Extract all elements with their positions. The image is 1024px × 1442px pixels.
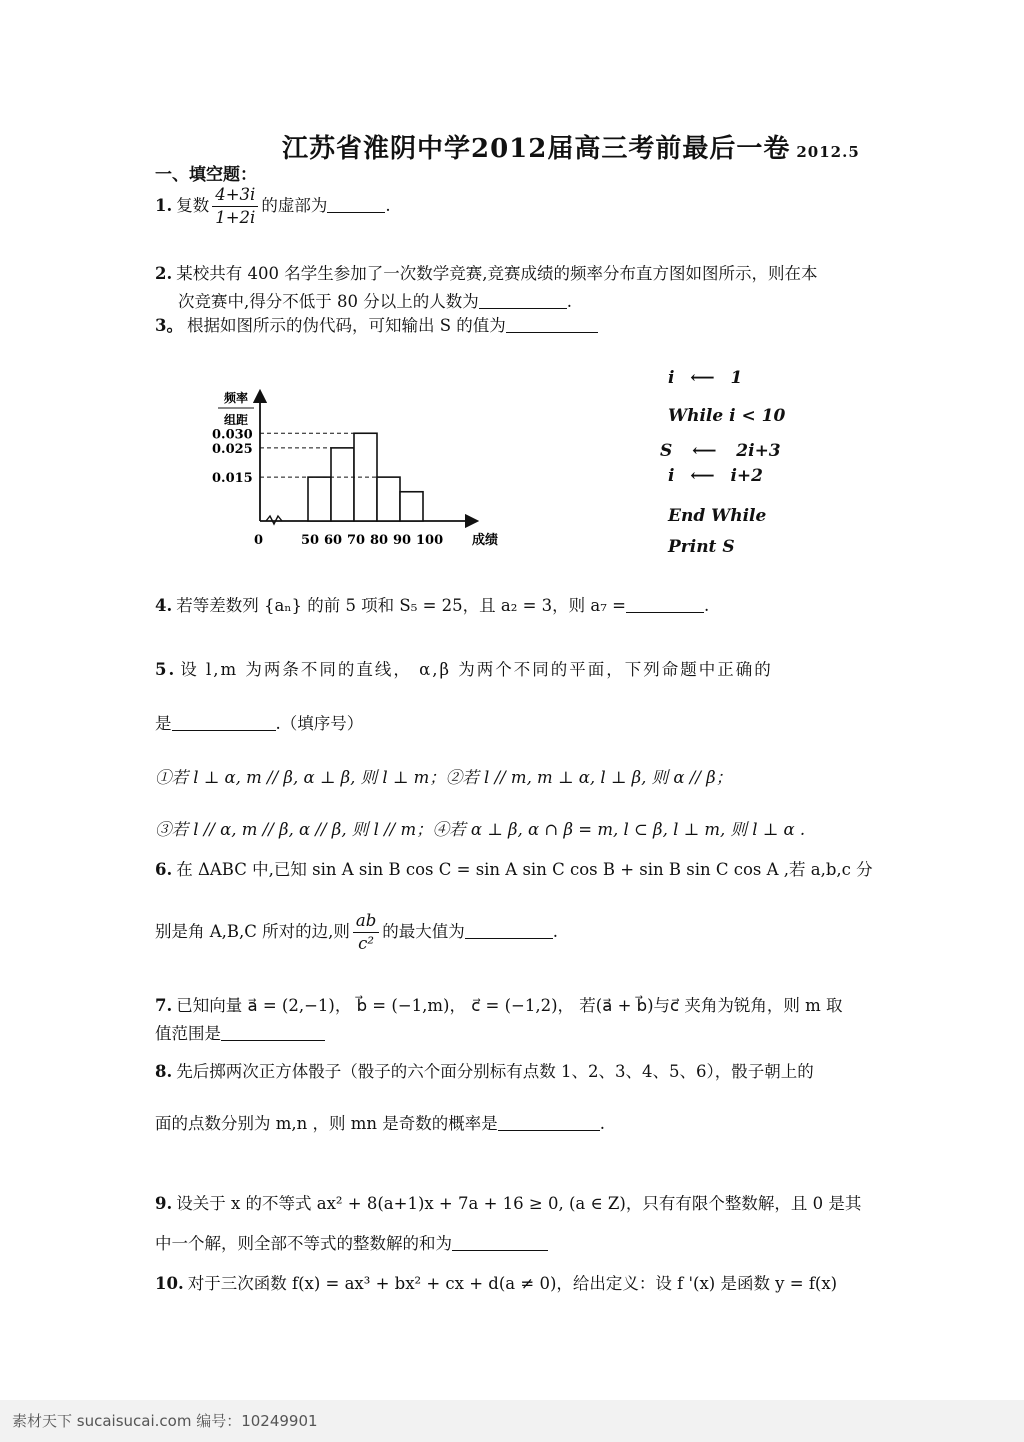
- question-8-line2: [155, 1112, 605, 1136]
- code-val: i+2: [730, 466, 763, 486]
- question-number: 4.: [155, 596, 173, 615]
- question-9: [155, 1192, 861, 1216]
- question-number: 6.: [155, 860, 173, 879]
- q6-fraction: [353, 910, 379, 955]
- q6-denominator: c²: [358, 934, 375, 953]
- q5-line2-end: .（填序号）: [275, 714, 364, 733]
- question-2: [155, 262, 817, 286]
- code-line-1: [668, 368, 742, 388]
- section-heading: 一、填空题：: [155, 165, 257, 185]
- question-1: [155, 184, 391, 229]
- q5-line2: 是: [155, 714, 172, 733]
- question-number: 8.: [155, 1062, 173, 1081]
- q1-post: 的虚部为: [261, 196, 328, 215]
- q6-end: .: [552, 922, 559, 941]
- q10-line1: 对于三次函数 f(x) = ax³ + bx² + cx + d(a ≠ 0)，给出定义：设 f '(x) 是函数 y = f(x): [187, 1274, 838, 1293]
- q9-line2: 中一个解，则全部不等式的整数解的和为: [155, 1234, 452, 1253]
- ylabel-bottom: 组距: [224, 413, 249, 427]
- q8-line2: 面的点数分别为 m,n ，则 mn 是奇数的概率是: [155, 1114, 498, 1133]
- xlabel: 成绩: [472, 533, 499, 548]
- question-number: 7.: [155, 996, 173, 1015]
- frequency-histogram: [200, 388, 499, 558]
- histogram-bar-80-90: [377, 477, 400, 521]
- question-number: 3。: [155, 316, 183, 335]
- axis-break: [266, 516, 282, 524]
- watermark-text: 素材天下 sucaisucai.com 编号：10249901: [12, 1412, 318, 1430]
- answer-blank[interactable]: [498, 1112, 600, 1131]
- code-var: i: [668, 466, 675, 486]
- question-7-line2: [155, 1022, 325, 1046]
- y-tick-label: 0.025: [212, 441, 253, 457]
- code-val: 2i+3: [736, 441, 781, 461]
- question-number: 5.: [155, 660, 177, 679]
- histogram-bar-60-70: [331, 448, 354, 521]
- answer-blank[interactable]: [626, 594, 704, 613]
- code-var: i: [668, 368, 675, 388]
- q4-text: 若等差数列 {aₙ} 的前 5 项和 S₅ = 25，且 a₂ = 3，则 a₇ =: [176, 596, 626, 615]
- x-tick-label: 100: [416, 533, 444, 548]
- page-title: [282, 128, 860, 165]
- answer-blank[interactable]: [452, 1232, 548, 1251]
- q1-denominator: 1+2i: [215, 208, 256, 227]
- code-val: 1: [730, 368, 743, 388]
- question-7: [155, 994, 843, 1018]
- q6-line1: 在 ΔABC 中,已知 sin A sin B cos C = sin A sin C cos B + sin B sin C cos A ,若 a,b,c 分: [176, 860, 873, 879]
- left-arrow-icon: ⟵: [690, 368, 715, 388]
- q8-end: .: [599, 1114, 606, 1133]
- x-tick-label: 90: [393, 533, 412, 548]
- question-10: [155, 1272, 837, 1296]
- answer-blank[interactable]: [506, 314, 598, 333]
- question-8: [155, 1060, 814, 1084]
- q1-numerator: 4+3i: [212, 184, 258, 207]
- q5-line1: 设 l,m 为两条不同的直线， α,β 为两个不同的平面，下列命题中正确的: [180, 660, 773, 679]
- answer-blank[interactable]: [172, 712, 276, 731]
- q4-end: .: [703, 596, 710, 615]
- histogram-bar-90-100: [400, 492, 423, 521]
- y-tick-label: 0.015: [212, 471, 253, 487]
- ylabel-top: 频率: [224, 391, 249, 405]
- histogram-bar-50-60: [308, 477, 331, 521]
- answer-blank[interactable]: [479, 290, 567, 309]
- q2-line2: 次竞赛中,得分不低于 80 分以上的人数为: [178, 292, 479, 311]
- q1-fraction: [212, 184, 258, 229]
- question-6: [155, 858, 873, 882]
- title-date: 2012.5: [796, 143, 860, 161]
- question-number: 1.: [155, 196, 173, 215]
- answer-blank[interactable]: [465, 920, 553, 939]
- code-line-4: [668, 466, 763, 486]
- q2-line1: 某校共有 400 名学生参加了一次数学竞赛,竞赛成绩的频率分布直方图如图所示，则在本: [176, 264, 818, 283]
- q3-text: 根据如图所示的伪代码，可知输出 S 的值为: [186, 316, 506, 335]
- question-5-line2: [155, 712, 363, 736]
- q2-end: .: [566, 292, 572, 311]
- answer-blank[interactable]: [327, 194, 385, 213]
- q1-end: .: [385, 196, 391, 215]
- code-line-6: Print S: [668, 537, 735, 557]
- code-var: S: [660, 441, 673, 461]
- question-2-line2: [178, 290, 572, 314]
- q8-line1: 先后掷两次正方体骰子（骰子的六个面分别标有点数 1、2、3、4、5、6），骰子朝上的: [176, 1062, 814, 1081]
- question-3: [155, 314, 598, 338]
- question-number: 2.: [155, 264, 173, 283]
- q9-line1: 设关于 x 的不等式 ax² + 8(a+1)x + 7a + 16 ≥ 0, (a ∈ Z)，只有有限个整数解，且 0 是其: [176, 1194, 862, 1213]
- question-5: [155, 658, 773, 682]
- q7-line2: 值范围是: [155, 1024, 221, 1043]
- q6-numerator: ab: [353, 910, 379, 933]
- title-text: 江苏省淮阴中学2012届高三考前最后一卷: [282, 134, 791, 164]
- code-line-5: End While: [668, 506, 767, 526]
- x-tick-label: 60: [324, 533, 343, 548]
- q1-pre: 复数: [176, 196, 210, 215]
- q6-line2-pre: 别是角 A,B,C 所对的边,则: [155, 922, 350, 941]
- y-tick-label: 0.030: [212, 427, 253, 443]
- question-4: [155, 594, 709, 618]
- code-line-2: While i < 10: [668, 406, 786, 426]
- q5-options-1: ①若 l ⊥ α, m // β, α ⊥ β, 则 l ⊥ m；②若 l // m, m ⊥ α, l ⊥ β, 则 α // β；: [155, 768, 733, 787]
- code-line-3: [660, 441, 781, 461]
- x-tick-label: 70: [347, 533, 366, 548]
- answer-blank[interactable]: [221, 1022, 325, 1041]
- question-number: 9.: [155, 1194, 173, 1213]
- question-number: 10.: [155, 1274, 184, 1293]
- x-tick-label: 0: [254, 533, 264, 548]
- question-9-line2: [155, 1232, 548, 1256]
- q5-options-2: ③若 l // α, m // β, α // β, 则 l // m；④若 α ⊥ β, α ∩ β = m, l ⊂ β, l ⊥ m, 则 l ⊥ α .: [155, 820, 806, 839]
- x-tick-label: 80: [370, 533, 389, 548]
- q6-line2-post: 的最大值为: [382, 922, 465, 941]
- question-6-line2: [155, 910, 558, 955]
- left-arrow-icon: ⟵: [690, 466, 715, 486]
- left-arrow-icon: ⟵: [692, 441, 717, 461]
- q7-line1: 已知向量 a⃗ = (2,−1)， b⃗ = (−1,m)， c⃗ = (−1,2)， 若(a⃗ + b⃗)与c⃗ 夹角为锐角，则 m 取: [176, 996, 843, 1015]
- x-tick-label: 50: [301, 533, 320, 548]
